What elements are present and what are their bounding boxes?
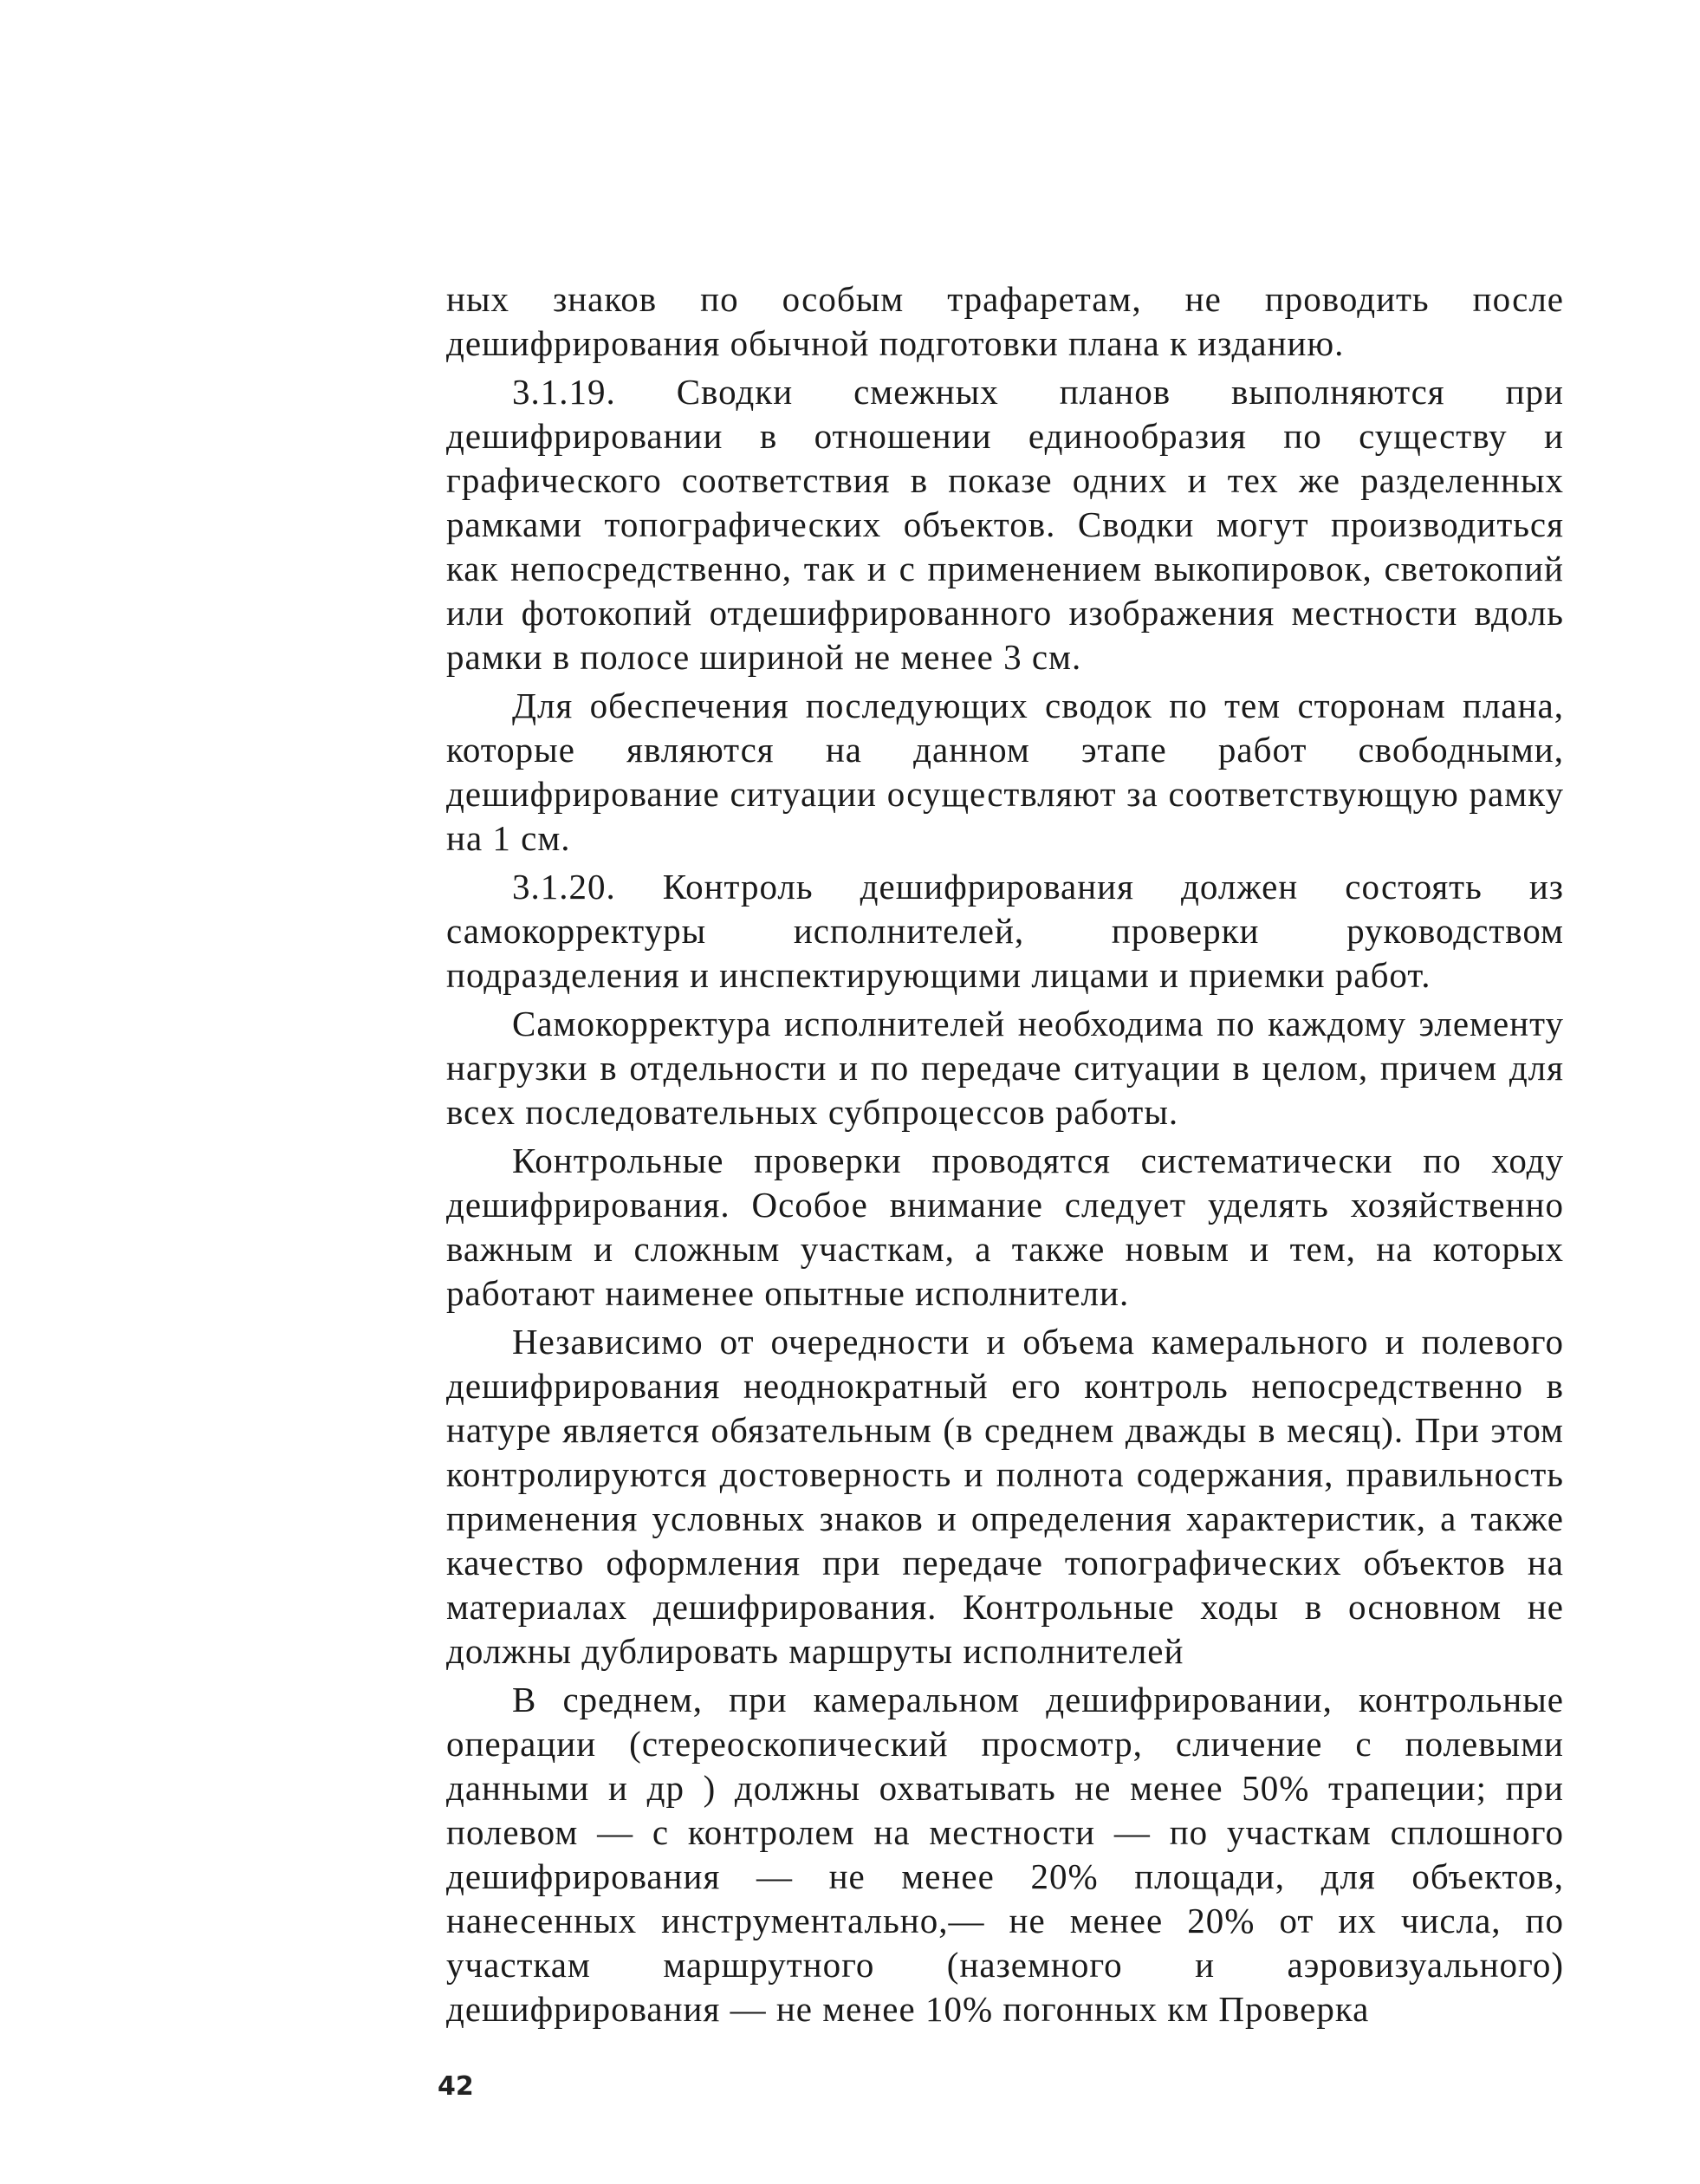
paragraph-control-checks: Контрольные проверки проводятся систематически по ходу дешифрирования. Особое внимание следует уделять хозяйственно важным и сложным участкам, а также новым и тем, на которых работают наименее опытные исполнители. — [446, 1141, 1564, 1313]
paragraph-3-1-19: 3.1.19. Сводки смежных планов выполняются при дешифрировании в отношении единообразия по существу и графического соответствия в показе одних и тех же разделенных рамками топографических объектов. Сводки могут производиться как непосредственно, так и с применением выкопировок, светокопий или фотокопий отдешифрированного изображения местности вдоль рамки в полосе шириной не менее 3 см. — [446, 372, 1564, 677]
paragraph-field-control: Независимо от очередности и объема камерального и полевого дешифрирования неоднократный его контроль непосредственно в натуре является обязательным (в среднем дважды в месяц). При этом контролируются достоверность и полнота содержания, правильность применения условных знаков и определения характеристик, а также качество оформления при передаче топографических объектов на материалах дешифрирования. Контрольные ходы в основном не должны дублировать маршруты исполнителей — [446, 1322, 1564, 1671]
paragraph-summaries-note: Для обеспечения последующих сводок по тем сторонам плана, которые являются на данном этапе работ свободными, дешифрирование ситуации осуществляют за соответствующую рамку на 1 см. — [446, 686, 1564, 858]
paragraph-3-1-20: 3.1.20. Контроль дешифрирования должен состоять из самокорректуры исполнителей, проверки руководством подразделения и инспектирующими лицами и приемки работ. — [446, 867, 1564, 995]
paragraph-self-correction: Самокорректура исполнителей необходима по каждому элементу нагрузки в отдельности и по передаче ситуации в целом, причем для всех последовательных субпроцессов работы. — [446, 1004, 1564, 1132]
paragraph-control-percentages: В среднем, при камеральном дешифрировании, контрольные операции (стереоскопический просмотр, сличение с полевыми данными и др ) должны охватывать не менее 50% трапеции; при полевом — с контролем на местности — по участкам сплошного дешифрирования — не менее 20% площади, для объектов, нанесенных инструментально,— не менее 20% от их числа, по участкам маршрутного (наземного и аэровизуального) дешифрирования — не менее 10% погонных км Проверка — [446, 1680, 1564, 2029]
page-body — [446, 277, 1564, 2036]
paragraph-continuation: ных знаков по особым трафаретам, не проводить после дешифрирования обычной подготовки плана к изданию. — [446, 279, 1564, 363]
page-number: 42 — [438, 2071, 474, 2102]
